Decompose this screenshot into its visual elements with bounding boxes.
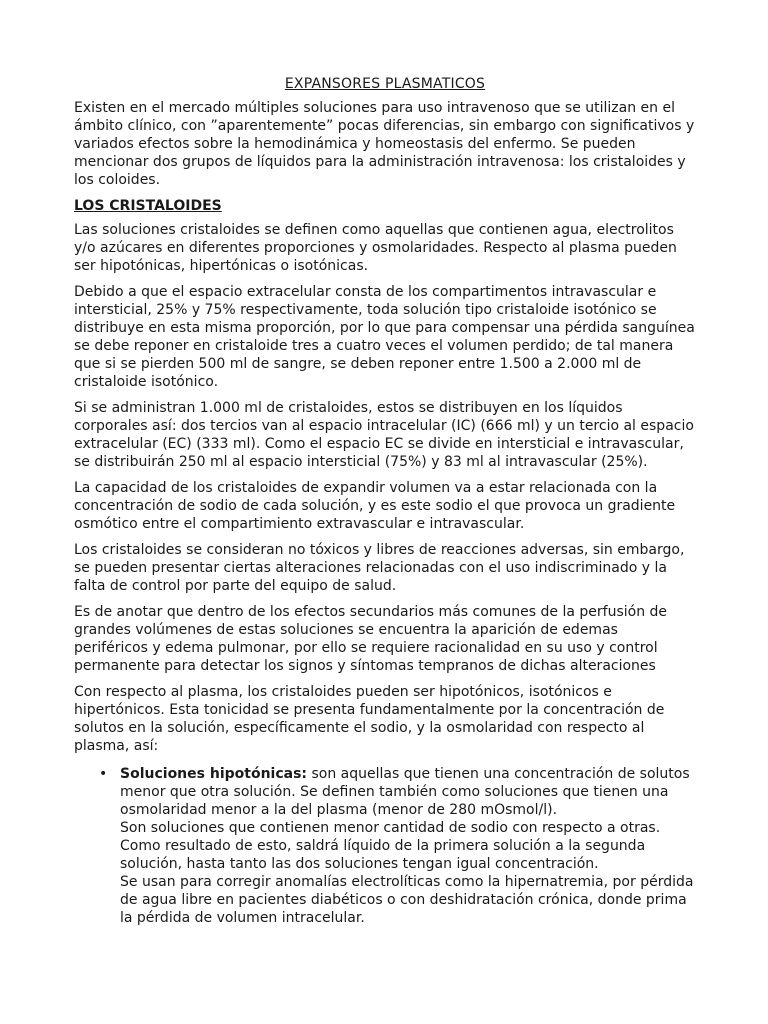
paragraph-definition: Las soluciones cristaloides se definen como aquellas que contienen agua, electrolitos y/o azúcares en diferentes proporciones y osmolaridades. Respecto al plasma pueden ser hipotónicas, hipertónicas o isotónicas.: [74, 222, 677, 274]
paragraph-distribution: Debido a que el espacio extracelular consta de los compartimentos intravascular e intersticial, 25% y 75% respectivamente, toda solución tipo cristaloide isotónico se distribuye en esta misma proporción, por lo que para compensar una pérdida sanguínea se debe reponer en cristaloide tres a cuatro veces el volumen perdido; de tal manera que si se pierden 500 ml de sangre, se deben reponer entre 1.500 a 2.000 ml de cristaloide isotónico.: [74, 284, 695, 390]
paragraph-side-effects: Es de anotar que dentro de los efectos secundarios más comunes de la perfusión de grandes volúmenes de estas soluciones se encuentra la aparición de edemas periféricos y edema pulmonar, por ello se requiere racionalidad en su uso y control permanente para detectar los signos y síntomas tempranos de dichas alteraciones: [74, 604, 668, 674]
paragraph-toxicity: Los cristaloides se consideran no tóxicos y libres de reacciones adversas, sin embargo, se pueden presentar ciertas alteraciones relacionadas con el uso indiscriminado y la falta de control por parte del equipo de salud.: [74, 542, 685, 594]
paragraph-capacity: La capacidad de los cristaloides de expandir volumen va a estar relacionada con la concentración de sodio de cada solución, y es este sodio el que provoca un gradiente osmótico entre el compartimiento extravascular e intravascular.: [74, 480, 676, 532]
document-title: EXPANSORES PLASMATICOS: [284, 76, 486, 92]
list-item: [99, 765, 696, 927]
bullet-text-3: Se usan para corregir anomalías electrolíticas como la hipernatremia, por pérdida de agua libre en pacientes diabéticos o con deshidratación crónica, donde prima la pérdida de volumen intracelular.: [120, 874, 694, 926]
bullet-marker: •: [99, 766, 108, 782]
bullet-term: Soluciones hipotónicas:: [120, 766, 308, 782]
bullet-text-2: Son soluciones que contienen menor cantidad de sodio con respecto a otras. Como resultado de esto, saldrá líquido de la primera solución a la segunda solución, hasta tanto las dos soluciones tengan igual concentración.: [120, 820, 661, 872]
paragraph-administration: Si se administran 1.000 ml de cristaloides, estos se distribuyen en los líquidos corporales así: dos tercios van al espacio intracelular (IC) (666 ml) y un tercio al espacio extracelular (EC) (333 ml). Como el espacio EC se divide en intersticial e intravascular, se distribuirán 250 ml al espacio intersticial (75%) y 83 ml al intravascular (25%).: [74, 400, 694, 470]
bullet-text: son aquellas que tienen una concentración de solutos menor que otra solución. Se definen también como soluciones que tienen una osmolaridad menor a la del plasma (menor de 280 mOsmol/l).: [120, 766, 690, 818]
section-heading: LOS CRISTALOIDES: [74, 198, 222, 214]
paragraph-tonicity: Con respecto al plasma, los cristaloides pueden ser hipotónicos, isotónicos e hipertónicos. Esta tonicidad se presenta fundamentalmente por la concentración de solutos en la solución, específicamente el sodio, y la osmolaridad con respecto al plasma, así:: [74, 684, 665, 754]
bullet-list: [74, 765, 696, 927]
intro-paragraph: Existen en el mercado múltiples soluciones para uso intravenoso que se utilizan en el ámbito clínico, con ”aparentemente” pocas diferencias, sin embargo con significativos y variados efectos sobre la hemodinámica y homeostasis del enfermo. Se pueden mencionar dos grupos de líquidos para la administración intravenosa: los cristaloides y los coloides.: [74, 100, 695, 188]
